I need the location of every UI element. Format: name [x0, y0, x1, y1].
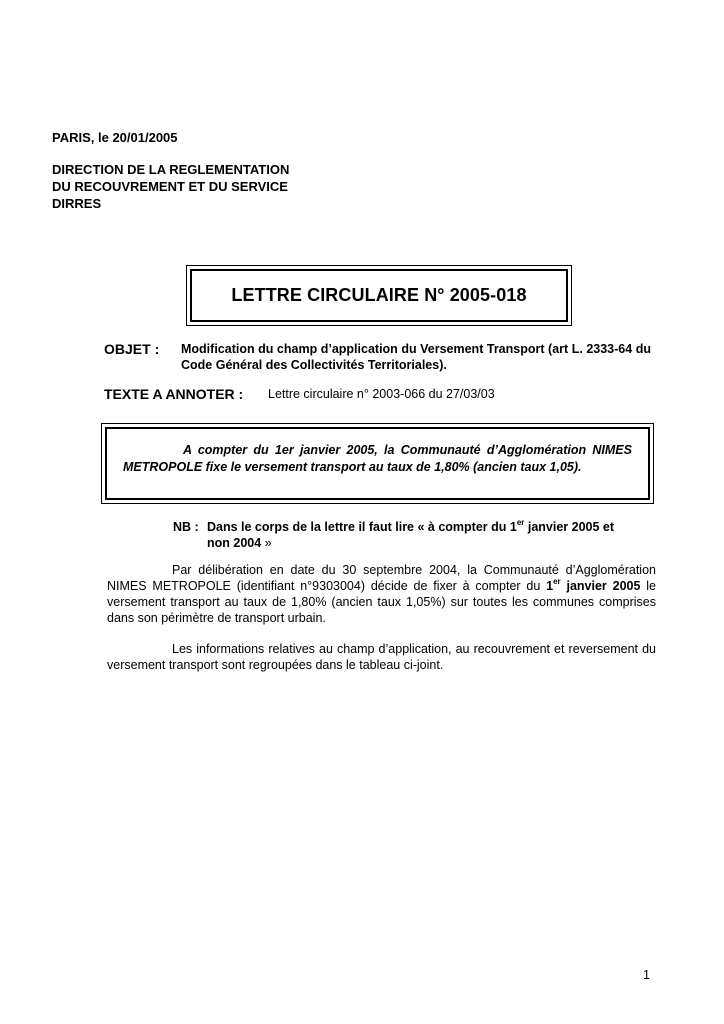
nb-superscript: er	[516, 518, 525, 527]
nb-text-part: Dans le corps de la lettre il faut lire « à compter du 1	[207, 520, 517, 534]
paragraph-1	[107, 562, 656, 626]
notice-box	[101, 423, 654, 504]
texte-annoter-label: TEXTE A ANNOTER :	[104, 386, 244, 402]
paragraph-text: Les informations relatives au champ d’application, au recouvrement et reversement du versement transport sont regroupées dans le tableau ci-joint.	[107, 642, 656, 672]
title-box	[186, 265, 572, 326]
paragraph-bold: janvier 2005	[560, 579, 641, 593]
place-date: PARIS, le 20/01/2005	[52, 130, 178, 145]
nb-text-part: »	[261, 536, 272, 550]
notice-text	[105, 427, 650, 500]
direction-line: DIRECTION DE LA REGLEMENTATION	[52, 162, 290, 177]
objet-text: Modification du champ d’application du Versement Transport (art L. 2333-64 du Code Général des Collectivités Territoriales).	[181, 342, 651, 372]
direction-line: DU RECOUVREMENT ET DU SERVICE	[52, 179, 288, 194]
nb-text-part: non 2004	[207, 536, 262, 550]
page-number: 1	[643, 968, 650, 982]
paragraph-text: le versement transport au taux de 1,80% (ancien taux 1,05%) sur toutes les communes comprises dans son périmètre de transport urbain.	[107, 579, 656, 625]
direction-line: DIRRES	[52, 196, 102, 211]
paragraph-superscript: er	[553, 577, 561, 586]
paragraph-text: Par délibération en date du 30 septembre 2004, la Communauté d’Agglomération NIMES METROPOLE (identifiant n°9303004) décide de fixer à compter du	[107, 563, 656, 593]
paragraph-2	[107, 641, 656, 673]
nb-label: NB :	[173, 520, 199, 534]
paragraph-bold: 1	[546, 579, 554, 593]
nb-text-part: janvier 2005 et	[524, 520, 615, 534]
objet-label: OBJET :	[104, 341, 160, 357]
texte-annoter-value: Lettre circulaire n° 2003-066 du 27/03/03	[268, 387, 495, 401]
document-title: LETTRE CIRCULAIRE N° 2005-018	[190, 269, 568, 322]
notice-content: A compter du 1er janvier 2005, la Communauté d’Agglomération NIMES METROPOLE fixe le versement transport au taux de 1,80% (ancien taux 1,05).	[123, 443, 632, 474]
nb-text	[207, 519, 657, 551]
direction-block	[52, 161, 289, 212]
